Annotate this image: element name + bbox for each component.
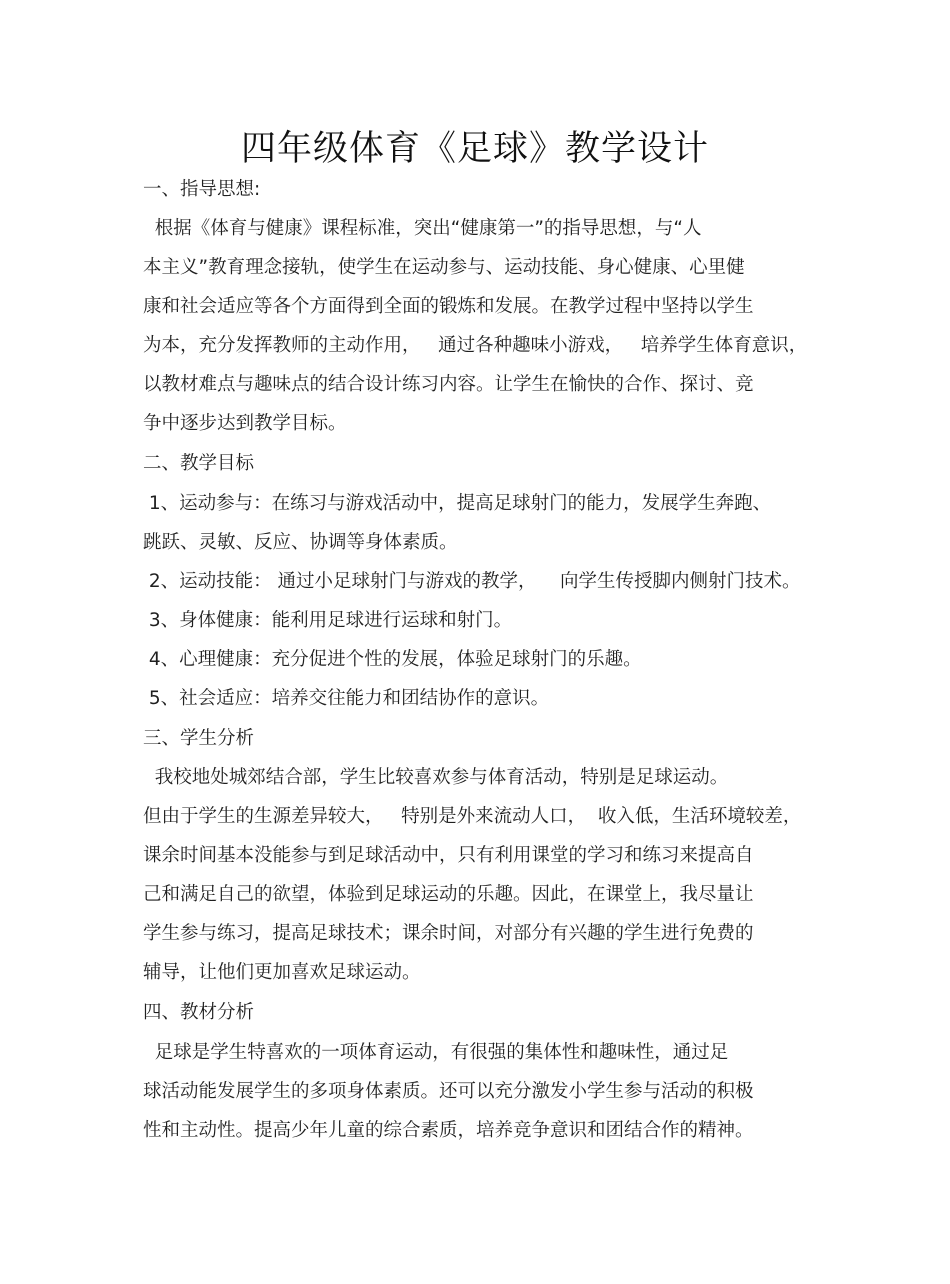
section-heading: 四、教材分析 bbox=[143, 1002, 255, 1023]
section-heading: 一、指导思想: bbox=[143, 179, 261, 200]
paragraph-line: 课余时间基本没能参与到足球活动中，只有利用课堂的学习和练习来提高自 bbox=[143, 845, 754, 866]
paragraph-line: 跳跃、灵敏、反应、协调等身体素质。 bbox=[143, 532, 458, 553]
section-heading: 三、学生分析 bbox=[143, 728, 255, 749]
paragraph-line: 己和满足自己的欲望，体验到足球运动的乐趣。因此，在课堂上，我尽量让 bbox=[143, 884, 754, 905]
paragraph-line: 3、身体健康：能利用足球进行运球和射门。 bbox=[143, 610, 513, 631]
paragraph-line: 根据《体育与健康》课程标准，突出“健康第一”的指导思想，与“人 bbox=[143, 218, 702, 239]
paragraph-line: 我校地处城郊结合部，学生比较喜欢参与体育活动，特别是足球运动。 bbox=[143, 767, 729, 788]
paragraph-line: 球活动能发展学生的多项身体素质。还可以充分激发小学生参与活动的积极 bbox=[143, 1081, 754, 1102]
paragraph-line: 辅导，让他们更加喜欢足球运动。 bbox=[143, 962, 421, 983]
paragraph-line: 学生参与练习，提高足球技术；课余时间，对部分有兴趣的学生进行免费的 bbox=[143, 923, 754, 944]
paragraph-line: 2、运动技能： 通过小足球射门与游戏的教学， 向学生传授脚内侧射门技术。 bbox=[143, 571, 801, 592]
paragraph-line: 但由于学生的生源差异较大， 特别是外来流动人口， 收入低，生活环境较差， bbox=[143, 806, 802, 827]
paragraph-line: 以教材难点与趣味点的结合设计练习内容。让学生在愉快的合作、探讨、竞 bbox=[143, 374, 754, 395]
paragraph-line: 1、运动参与：在练习与游戏活动中，提高足球射门的能力，发展学生奔跑、 bbox=[143, 493, 772, 514]
paragraph-line: 足球是学生特喜欢的一项体育运动，有很强的集体性和趣味性，通过足 bbox=[143, 1042, 729, 1063]
paragraph-line: 康和社会适应等各个方面得到全面的锻炼和发展。在教学过程中坚持以学生 bbox=[143, 296, 754, 317]
paragraph-line: 争中逐步达到教学目标。 bbox=[143, 413, 347, 434]
paragraph-line: 4、心理健康：充分促进个性的发展，体验足球射门的乐趣。 bbox=[143, 649, 642, 670]
document-title: 四年级体育《足球》教学设计 bbox=[240, 129, 709, 169]
paragraph-line: 为本，充分发挥教师的主动作用， 通过各种趣味小游戏， 培养学生体育意识， bbox=[143, 335, 808, 356]
paragraph-line: 本主义”教育理念接轨，使学生在运动参与、运动技能、身心健康、心里健 bbox=[143, 257, 745, 278]
paragraph-line: 5、社会适应：培养交往能力和团结协作的意识。 bbox=[143, 688, 550, 709]
section-heading: 二、教学目标 bbox=[143, 453, 255, 474]
paragraph-line: 性和主动性。提高少年儿童的综合素质，培养竞争意识和团结合作的精神。 bbox=[143, 1120, 754, 1141]
